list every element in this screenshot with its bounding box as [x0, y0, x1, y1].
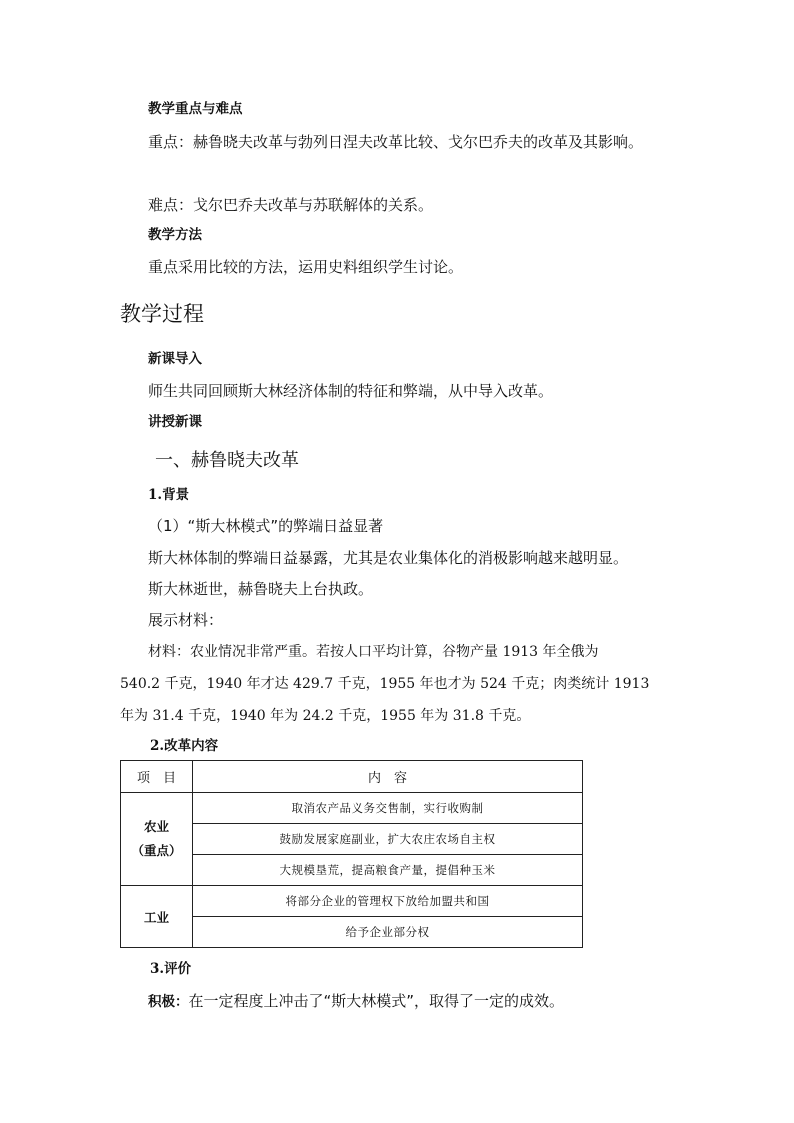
content-heading: 2.改革内容: [150, 738, 219, 754]
evaluation-heading: 3.评价: [150, 961, 192, 977]
intro-heading: 新课导入: [148, 351, 202, 367]
intro-text: 师生共同回顾斯大林经济体制的特征和弊端，从中导入改革。: [148, 382, 554, 400]
reform-content-table: [120, 760, 583, 948]
industry-measure-1: 将部分企业的管理权下放给加盟共和国: [193, 886, 583, 917]
industry-label: 工业: [121, 886, 193, 948]
focus-heading: 教学重点与难点: [148, 101, 243, 117]
agriculture-label-cell: [121, 793, 193, 886]
material-line-1: 材料：农业情况非常严重。若按人口平均计算，谷物产量 1913 年全俄为: [148, 644, 599, 660]
background-paragraph-1: 斯大林体制的弊端日益暴露，尤其是农业集体化的消极影响越来越明显。: [148, 549, 629, 567]
material-label: 展示材料：: [148, 611, 224, 629]
material-line-2: 540.2 千克，1940 年才达 429.7 千克，1955 年也才为 524 千克；肉类统计 1913: [120, 676, 650, 692]
method-heading: 教学方法: [148, 227, 202, 243]
table-header-row: [121, 761, 583, 793]
positive-label: 积极：: [148, 994, 189, 1010]
key-point-text: 重点：赫鲁晓夫改革与勃列日涅夫改革比较、戈尔巴乔夫的改革及其影响。: [148, 133, 644, 151]
agriculture-emphasis-label: （重点）: [131, 843, 182, 858]
difficulty-text: 难点：戈尔巴乔夫改革与苏联解体的关系。: [148, 196, 434, 214]
method-text: 重点采用比较的方法，运用史料组织学生讨论。: [148, 258, 464, 276]
section1-title: 一、赫鲁晓夫改革: [155, 450, 299, 471]
agriculture-measure-2: 鼓励发展家庭副业，扩大农庄农场自主权: [193, 824, 583, 855]
background-heading: 1.背景: [148, 487, 190, 503]
agriculture-measure-1: 取消农产品义务交售制，实行收购制: [193, 793, 583, 824]
material-line-3: 年为 31.4 千克，1940 年为 24.2 千克，1955 年为 31.8 千克。: [120, 708, 531, 724]
industry-measure-2: 给予企业部分权: [193, 917, 583, 948]
background-paragraph-2: 斯大林逝世，赫鲁晓夫上台执政。: [148, 580, 374, 598]
new-lesson-heading: 讲授新课: [148, 414, 202, 430]
positive-evaluation: [148, 993, 564, 1010]
column-header-item: 项 目: [121, 761, 193, 793]
table-row: [121, 793, 583, 824]
background-subheading: （1）“斯大林模式”的弊端日益显著: [148, 517, 384, 535]
agriculture-label: 农业: [143, 819, 169, 835]
positive-text: 在一定程度上冲击了“斯大林模式”，取得了一定的成效。: [188, 992, 565, 1010]
table-row: [121, 886, 583, 917]
agriculture-measure-3: 大规模垦荒，提高粮食产量，提倡种玉米: [193, 855, 583, 886]
process-title: 教学过程: [120, 302, 204, 326]
column-header-content: 内 容: [193, 761, 583, 793]
